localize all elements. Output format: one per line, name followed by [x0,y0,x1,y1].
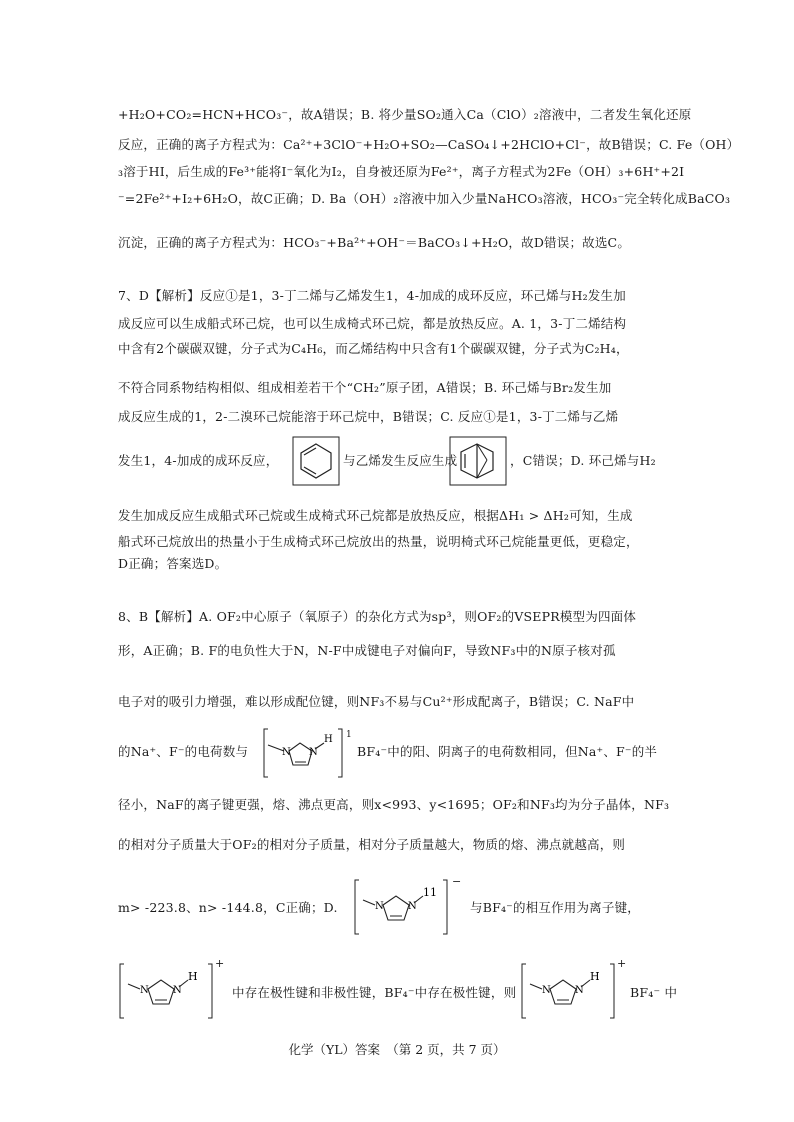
text-line: ⁻=2Fe²⁺+I₂+6H₂O，故C正确；D. Ba（OH）₂溶液中加入少量NaHCO₃溶液，HCO₃⁻完全转化成BaCO₃ [118,191,731,206]
text-line: 8、B【解析】A. OF₂中心原子（氧原子）的杂化方式为sp³，则OF₂的VSEPR模型为四面体 [118,609,637,624]
imidazole-anion-structure [353,878,449,936]
nitrogen-label: N [282,747,291,758]
hydrogen-label: 11 [423,886,437,899]
text-line: 与乙烯发生反应生成 [343,453,458,468]
text-line: 发生1，4-加成的成环反应， [118,453,279,468]
nitrogen-label: N [140,985,149,996]
text-line: 形，A正确；B. F的电负性大于N，N-F中成键电子对偏向F，导致NF₃中的N原子核对孤 [118,643,616,658]
text-line: 中含有2个碳碳双键，分子式为C₄H₆，而乙烯结构中只含有1个碳碳双键，分子式为C₂H₄， [118,341,629,356]
text-line: ，C错误；D. 环己烯与H₂ [510,453,656,468]
text-line: +H₂O+CO₂=HCN+HCO₃⁻，故A错误；B. 将少量SO₂通入Ca（ClO）₂溶液中，二者发生氧化还原 [118,107,692,122]
hydrogen-label: H [188,970,198,983]
text-line: BF₄⁻ 中 [630,985,678,1000]
charge-sign: + [215,957,225,970]
nitrogen-label: N [375,901,384,912]
nitrogen-label: N [575,985,584,996]
text-line: BF₄⁻中的阳、阴离子的电荷数相同，但Na⁺、F⁻的半 [357,744,658,759]
text-line: D正确；答案选D。 [118,556,228,571]
nitrogen-label: N [173,985,182,996]
text-line: 船式环己烷放出的热量小于生成椅式环己烷放出的热量，说明椅式环己烷能量更低，更稳定， [118,534,639,549]
text-line: 反应，正确的离子方程式为：Ca²⁺+3ClO⁻+H₂O+SO₂—CaSO₄↓+2HClO+Cl⁻，故B错误；C. Fe（OH） [118,137,740,152]
charge-sign: 1 [346,730,352,740]
text-line: 成反应可以生成船式环己烷，也可以生成椅式环己烷，都是放热反应。A. 1，3-丁二烯结构 [118,316,627,331]
hydrogen-label: H [324,734,333,745]
imidazolium-cation-structure [262,727,344,779]
imidazolium-cation-structure [520,962,616,1020]
nitrogen-label: N [542,985,551,996]
text-line: 与BF₄⁻的相互作用为离子键， [470,900,640,915]
text-line: 中存在极性键和非极性键，BF₄⁻中存在极性键，则 [232,985,517,1000]
hydrogen-label: H [590,970,600,983]
cyclohexadiene-structure [292,436,340,486]
text-line: 径小，NaF的离子键更强，熔、沸点更高，则x<993、y<1695；OF₂和NF₃均为分子晶体，NF₃ [118,797,670,812]
bicyclooctene-structure [449,436,507,486]
text-line: 发生加成反应生成船式环己烷或生成椅式环己烷都是放热反应，根据ΔH₁ > ΔH₂可知，生成 [118,508,633,523]
text-line: 电子对的吸引力增强，难以形成配位键，则NF₃不易与Cu²⁺形成配离子，B错误；C. NaF中 [118,694,635,709]
text-line: 不符合同系物结构相似、组成相差若干个“CH₂”原子团，A错误；B. 环己烯与Br₂发生加 [118,380,612,395]
charge-sign: − [452,875,462,888]
charge-sign: + [617,957,627,970]
page-footer: 化学（YL）答案 （第 2 页，共 7 页） [288,1042,506,1057]
text-line: m> -223.8、n> -144.8，C正确；D. [118,900,338,915]
text-line: 沉淀，正确的离子方程式为：HCO₃⁻+Ba²⁺+OH⁻＝BaCO₃↓+H₂O，故D错误；故选C。 [118,235,631,250]
text-line: 7、D【解析】反应①是1，3-丁二烯与乙烯发生1，4-加成的成环反应，环己烯与H₂发生加 [118,288,626,303]
text-line: 的Na⁺、F⁻的电荷数与 [118,744,249,759]
text-line: 成反应生成的1，2-二溴环己烷能溶于环己烷中，B错误；C. 反应①是1，3-丁二烯与乙烯 [118,409,619,424]
imidazolium-cation-structure [118,962,214,1020]
nitrogen-label: N [309,747,318,758]
text-line: 的相对分子质量大于OF₂的相对分子质量，相对分子质量越大，物质的熔、沸点就越高，则 [118,837,626,852]
text-line: ₃溶于HI，后生成的Fe³⁺能将I⁻氧化为I₂，自身被还原为Fe²⁺，离子方程式为2Fe（OH）₃+6H⁺+2I [118,164,685,179]
nitrogen-label: N [408,901,417,912]
